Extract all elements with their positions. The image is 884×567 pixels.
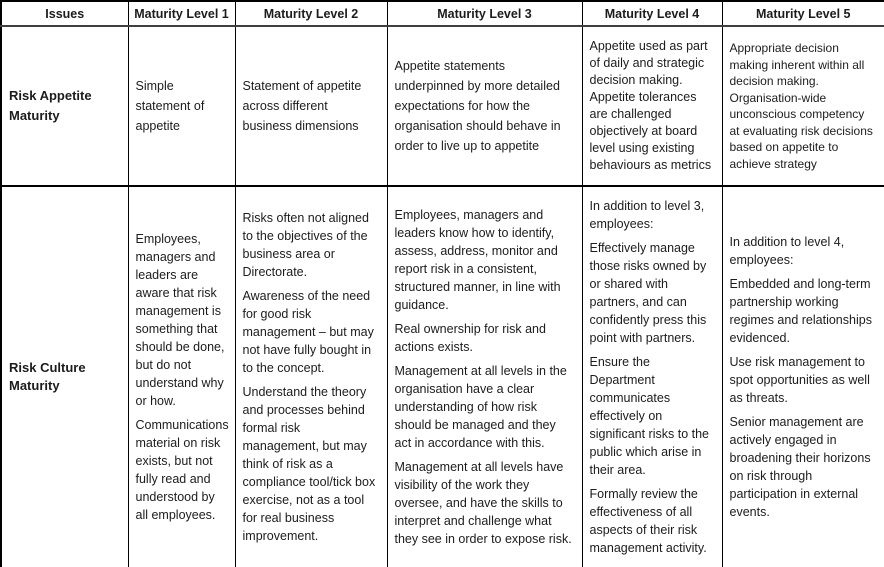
cell-appetite-level-5 (722, 26, 884, 186)
cell-paragraph: In addition to level 4, employees: (729, 235, 845, 267)
cell-paragraph: Understand the theory and processes behind formal risk management, but may think of risk as a compliance tool/tick box exercise, not as a tool for real business improvement. (242, 385, 376, 543)
cell-appetite-level-2 (235, 26, 387, 186)
cell-culture-level-2 (235, 186, 387, 567)
cell-paragraph: Formally review the effectiveness of all aspects of their risk management activity. (589, 487, 707, 555)
header-issues: Issues (1, 1, 128, 26)
cell-appetite-level-1 (128, 26, 235, 186)
cell-paragraph: Employees, managers and leaders are aware that risk management is something that should be done, but do not understand why or how. (135, 232, 225, 408)
cell-paragraph: In addition to level 3, employees: (589, 199, 705, 231)
cell-paragraph: Appetite statements underpinned by more detailed expectations for how the organisation should behave in order to live up to appetite (394, 59, 561, 153)
cell-paragraph: Management at all levels have visibility of the work they oversee, and have the skills to interpret and challenge what they see in order to expose risk. (394, 460, 572, 546)
issue-label-risk-appetite: Risk Appetite Maturity (1, 26, 128, 186)
header-maturity-level-5: Maturity Level 5 (722, 1, 884, 26)
cell-paragraph: Ensure the Department communicates effectively on significant risks to the public which arise in their area. (589, 355, 709, 477)
cell-culture-level-4 (582, 186, 722, 567)
cell-paragraph: Use risk management to spot opportunities as well as threats. (729, 355, 870, 405)
cell-paragraph: Communications material on risk exists, but not fully read and understood by all employees. (135, 418, 229, 522)
cell-culture-level-5 (722, 186, 884, 567)
cell-paragraph: Employees, managers and leaders know how to identify, assess, address, monitor and report risk in a consistent, structured manner, in line with guidance. (394, 208, 561, 312)
cell-culture-level-1 (128, 186, 235, 567)
cell-paragraph: Appetite used as part of daily and strategic decision making. Appetite tolerances are challenged objectively at board level using existing behaviours as metrics (589, 39, 712, 172)
cell-paragraph: Risks often not aligned to the objectives of the business area or Directorate. (242, 211, 369, 279)
cell-paragraph: Awareness of the need for good risk management – but may not have fully bought in to the concept. (242, 289, 374, 375)
row-risk-culture-maturity (1, 186, 884, 567)
cell-paragraph: Appropriate decision making inherent within all decision making. Organisation-wide unconscious competency at evaluating risk decisions based on appetite to achieve strategy (729, 41, 873, 171)
cell-paragraph: Statement of appetite across different business dimensions (242, 79, 362, 133)
cell-paragraph: Senior management are actively engaged in broadening their horizons on risk through participation in external events. (729, 415, 871, 519)
header-row (1, 1, 884, 26)
row-risk-appetite-maturity (1, 26, 884, 186)
issue-label-risk-culture: Risk Culture Maturity (1, 186, 128, 567)
cell-paragraph: Management at all levels in the organisation have a clear understanding of how risk should be managed and they act in accordance with this. (394, 364, 567, 450)
cell-paragraph: Effectively manage those risks owned by or shared with partners, and can confidently press this point with partners. (589, 241, 707, 345)
header-maturity-level-4: Maturity Level 4 (582, 1, 722, 26)
header-maturity-level-1: Maturity Level 1 (128, 1, 235, 26)
header-maturity-level-2: Maturity Level 2 (235, 1, 387, 26)
cell-appetite-level-3 (387, 26, 582, 186)
cell-paragraph: Simple statement of appetite (135, 79, 205, 133)
cell-paragraph: Embedded and long-term partnership working regimes and relationships evidenced. (729, 277, 872, 345)
cell-paragraph: Real ownership for risk and actions exists. (394, 322, 546, 354)
cell-appetite-level-4 (582, 26, 722, 186)
cell-culture-level-3 (387, 186, 582, 567)
header-maturity-level-3: Maturity Level 3 (387, 1, 582, 26)
